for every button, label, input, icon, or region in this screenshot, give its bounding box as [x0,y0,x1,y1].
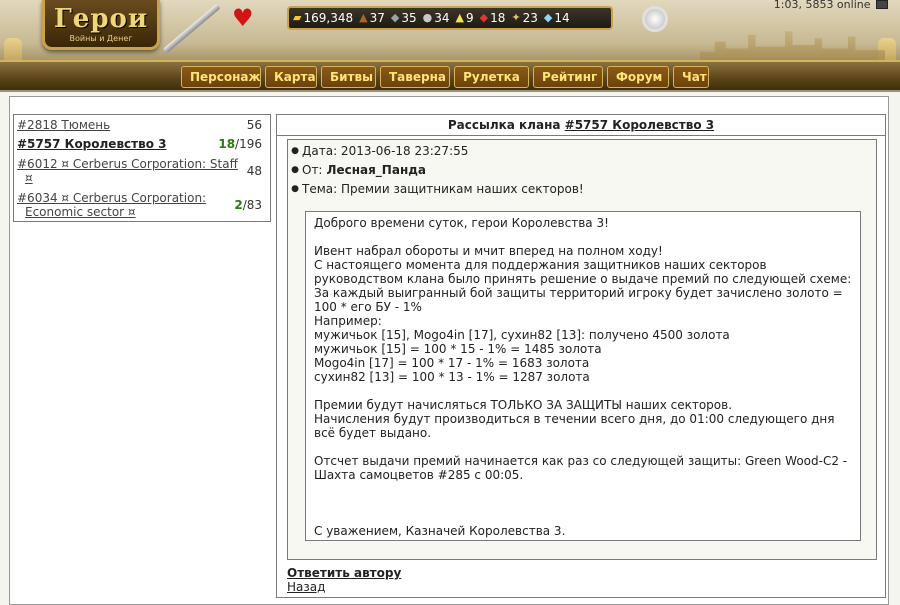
crystal-icon: ◆ [479,11,489,24]
clan-row-current [14,137,270,151]
resource-value: 9 [465,11,474,25]
resource-value: 37 [369,11,385,25]
clan-member-count: 48 [246,164,262,178]
gems-icon: ✦ [511,11,521,24]
resource-value: 23 [522,11,538,25]
nav-rating[interactable]: Рейтинг [533,66,603,88]
ring-icon[interactable] [642,6,668,32]
nav-chat[interactable]: Чат [673,66,709,88]
resource-value: 169,348 [303,11,354,25]
nav-map[interactable]: Карта [265,66,317,88]
clan-online-count: 18 [218,137,236,151]
nav-forum[interactable]: Форум [607,66,669,88]
monitor-icon[interactable] [876,0,888,9]
clan-row [14,118,270,132]
online-status [774,0,888,11]
mail-from-name[interactable]: Лесная_Панда [326,163,427,177]
resource-item [480,11,506,25]
bullet-icon: ● [291,184,299,194]
mail-subject-row [288,180,868,199]
diamond-icon: ◆ [543,11,553,24]
mail-actions [287,566,401,594]
resource-item [544,11,570,25]
logo-subtitle: Войны и Денег [69,34,133,43]
mercury-icon: ● [422,11,433,24]
clan-list [13,114,271,222]
mail-date: Дата: 2013-06-18 23:27:55 [302,144,469,158]
ore-icon: ◆ [390,11,400,24]
clan-online-count: 2 [234,198,243,212]
clan-member-count [218,137,262,151]
clan-member-count [234,198,262,212]
mail-date-row [288,142,868,161]
clan-total-count: /196 [235,137,262,151]
clan-link[interactable]: #6012 ¤ Cerberus Corporation: Staff ¤ [17,157,238,185]
wood-icon: ▲ [359,11,368,24]
panel-title-prefix: Рассылка клана [447,118,565,132]
nav-roulette[interactable]: Рулетка [454,66,529,88]
clan-link[interactable]: #5757 Королевство 3 [17,137,167,151]
clan-member-count: 56 [246,118,262,132]
resources-bar [287,6,613,30]
clan-total-count: /83 [242,198,262,212]
reply-author-link[interactable]: Ответить автору [287,566,402,580]
resource-item [423,11,450,25]
panel-title [277,115,885,136]
clan-link[interactable]: #2818 Тюмень [17,118,111,132]
clan-title-link[interactable]: #5757 Королевство 3 [564,118,715,132]
bullet-icon: ● [291,146,299,156]
mail-body [305,211,861,541]
resource-item [511,11,538,25]
clan-link[interactable]: #6034 ¤ Cerberus Corporation: Economic sector ¤ [17,191,207,219]
clan-row [14,191,270,219]
resource-value: 34 [434,11,450,25]
gold-icon: ▰ [293,11,302,24]
mail-subject: Тема: Премии защитникам наших секторов! [302,182,584,196]
game-logo[interactable] [42,0,160,50]
mail-meta [288,142,868,199]
resource-value: 18 [490,11,506,25]
online-text: 1:03, 5853 online [773,0,871,11]
mail-box [287,139,877,560]
bullet-icon: ● [291,165,299,175]
nav-battles[interactable]: Битвы [321,66,376,88]
resource-item [359,11,385,25]
clan-mail-panel [276,114,886,598]
logo-title: Герои [53,4,149,34]
back-link[interactable]: Назад [287,580,326,594]
mail-body-text: Доброго времени суток, герои Королевства 3! Ивент набрал обороты и мчит вперед на полном ходу! С настоящего момента для поддержания защитников наших секторов руководством клана было принять решение о выдаче премий по следующей схеме: За каждый выигранный бой защиты территорий игроку будет зачислено золото = 100 * его БУ - 1% Например: мужичьок [15], Mogo4in [17], сухин82 [13]: получено 4500 золота мужичьок [15] = 100 * 15 - 1% = 1485 золота Mogo4in [17] = 100 * 17 - 1% = 1683 золота сухин82 [13] = 100 * 13 - 1% = 1287 золота Премии будут начисляться ТОЛЬКО ЗА ЗАЩИТЫ наших секторов. Начисления будут производиться в течении всего дня, до 01:00 следующего дня всё будет выдано. Отсчет выдачи премий начинается как раз со следующей защиты: Green Wood-C2 - Шахта самоцветов #285 с 00:05. С уважением, Казначей Королевства 3. [314,216,852,538]
nav-tavern[interactable]: Таверна [380,66,450,88]
mail-from-row [288,161,868,180]
health-heart-icon: ♥ [232,4,254,32]
resource-item [455,11,473,25]
clan-row [14,157,270,185]
nav-character[interactable]: Персонаж [181,66,261,88]
main-nav [181,66,713,88]
resource-item [293,11,353,25]
resource-value: 14 [554,11,570,25]
resource-value: 35 [401,11,417,25]
game-header [0,0,900,92]
sulfur-icon: ▲ [455,11,464,24]
resource-item [391,11,417,25]
mail-from-label: От: [302,163,323,177]
